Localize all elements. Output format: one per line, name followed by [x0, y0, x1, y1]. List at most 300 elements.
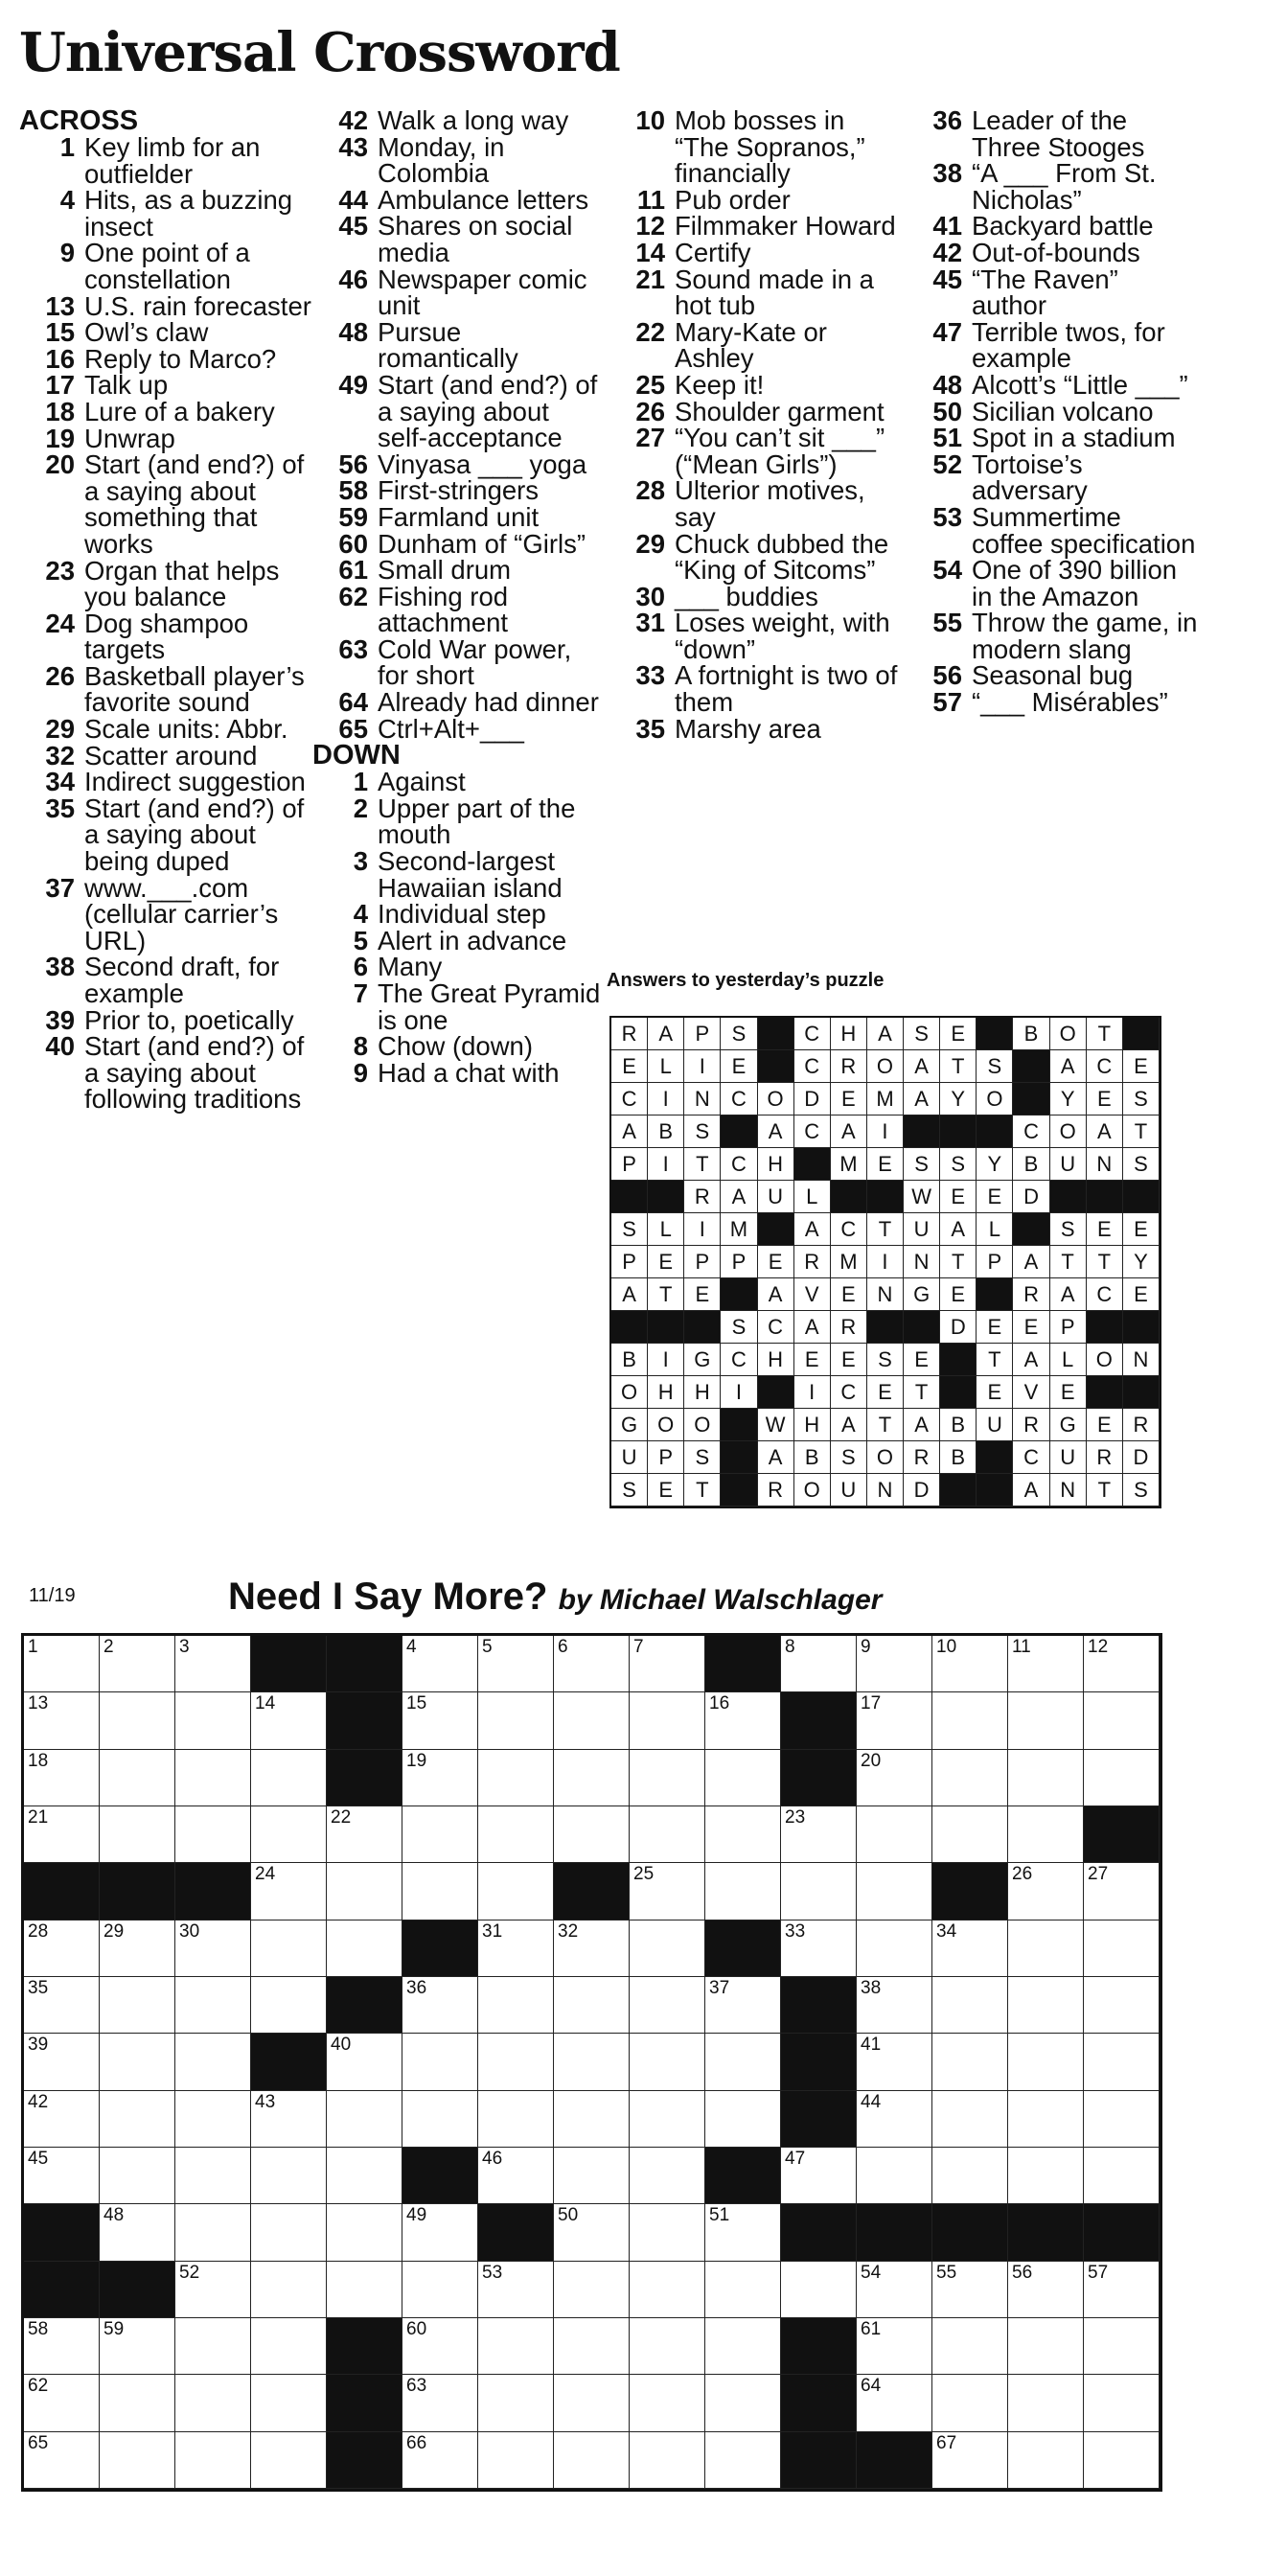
- grid-cell[interactable]: [478, 1920, 554, 1977]
- grid-cell[interactable]: [857, 1863, 932, 1920]
- grid-cell[interactable]: [175, 2091, 251, 2148]
- answer-cell: A: [794, 1213, 831, 1246]
- grid-cell[interactable]: [24, 1750, 100, 1806]
- grid-cell[interactable]: [630, 1920, 705, 1977]
- grid-cell-number: 38: [861, 1977, 882, 1998]
- grid-cell-number: 19: [406, 1750, 427, 1771]
- grid-cell[interactable]: [402, 1806, 478, 1863]
- grid-cell[interactable]: [705, 1692, 781, 1749]
- answer-cell: M: [721, 1213, 757, 1246]
- grid-cell[interactable]: [781, 1920, 857, 1977]
- grid-cell[interactable]: [100, 2034, 175, 2090]
- clue-number: 44: [338, 184, 368, 215]
- grid-cell[interactable]: [554, 2091, 630, 2148]
- clue-column-1: [19, 107, 311, 1113]
- grid-cell[interactable]: [781, 1806, 857, 1863]
- answer-block-cell: [721, 1116, 757, 1148]
- grid-cell[interactable]: [251, 2432, 327, 2489]
- grid-cell[interactable]: [630, 2375, 705, 2431]
- grid-cell-number: 62: [28, 2376, 49, 2397]
- grid-cell[interactable]: [554, 1977, 630, 2034]
- answer-cell: E: [611, 1050, 648, 1083]
- clue-item: [19, 396, 311, 426]
- grid-cell[interactable]: [251, 1806, 327, 1863]
- grid-cell-number: 61: [861, 2318, 882, 2339]
- grid-cell[interactable]: [175, 2432, 251, 2489]
- grid-cell[interactable]: [175, 1920, 251, 1977]
- grid-cell[interactable]: [1008, 1692, 1084, 1749]
- grid-cell[interactable]: [402, 1977, 478, 2034]
- grid-cell[interactable]: [932, 1806, 1008, 1863]
- answer-cell: Y: [1050, 1083, 1087, 1116]
- answer-cell: E: [684, 1278, 721, 1311]
- grid-cell[interactable]: [932, 1977, 1008, 2034]
- grid-cell[interactable]: [175, 2148, 251, 2204]
- grid-cell[interactable]: [857, 2262, 932, 2318]
- answer-cell: C: [1087, 1050, 1123, 1083]
- answer-block-cell: [611, 1181, 648, 1213]
- grid-cell[interactable]: [554, 2375, 630, 2431]
- clue-item: [907, 557, 1199, 610]
- grid-cell[interactable]: [932, 1750, 1008, 1806]
- grid-cell[interactable]: [857, 2034, 932, 2090]
- grid-cell[interactable]: [1084, 2318, 1160, 2375]
- answer-cell: T: [867, 1409, 904, 1441]
- answer-cell: P: [721, 1246, 757, 1278]
- grid-cell[interactable]: [630, 1692, 705, 1749]
- grid-cell[interactable]: [630, 2148, 705, 2204]
- grid-cell-number: 24: [255, 1864, 276, 1885]
- grid-cell[interactable]: [1084, 2375, 1160, 2431]
- grid-cell-number: 16: [709, 1693, 730, 1714]
- grid-cell[interactable]: [175, 1636, 251, 1692]
- answer-cell: E: [1087, 1083, 1123, 1116]
- grid-cell[interactable]: [402, 1636, 478, 1692]
- grid-cell[interactable]: [554, 1920, 630, 1977]
- grid-cell[interactable]: [478, 2034, 554, 2090]
- grid-block-cell: [781, 2375, 857, 2431]
- grid-cell-number: 14: [255, 1693, 276, 1714]
- answer-cell: R: [758, 1474, 794, 1506]
- answer-cell: E: [1013, 1311, 1049, 1344]
- grid-cell[interactable]: [251, 1977, 327, 2034]
- grid-cell[interactable]: [251, 2318, 327, 2375]
- grid-cell[interactable]: [478, 2262, 554, 2318]
- answer-block-cell: [721, 1441, 757, 1474]
- answer-cell: S: [684, 1441, 721, 1474]
- grid-cell[interactable]: [100, 1920, 175, 1977]
- grid-cell-number: 46: [482, 2148, 503, 2169]
- grid-cell[interactable]: [857, 1806, 932, 1863]
- grid-cell[interactable]: [554, 1692, 630, 1749]
- grid-cell[interactable]: [24, 1692, 100, 1749]
- grid-cell[interactable]: [1008, 1636, 1084, 1692]
- clue-item: [907, 107, 1199, 160]
- grid-cell[interactable]: [1008, 2375, 1084, 2431]
- grid-cell[interactable]: [478, 2432, 554, 2489]
- grid-cell[interactable]: [478, 1636, 554, 1692]
- grid-cell[interactable]: [554, 1750, 630, 1806]
- grid-cell[interactable]: [100, 2148, 175, 2204]
- clue-item: [312, 954, 605, 980]
- grid-cell[interactable]: [24, 2318, 100, 2375]
- grid-cell-number: 33: [785, 1920, 806, 1942]
- grid-cell[interactable]: [478, 1806, 554, 1863]
- grid-cell[interactable]: [100, 1750, 175, 1806]
- answer-cell: A: [867, 1018, 904, 1050]
- answer-cell: C: [831, 1376, 867, 1409]
- clue-item: [312, 213, 605, 265]
- grid-cell[interactable]: [100, 2204, 175, 2261]
- clue-number: 45: [932, 264, 962, 294]
- grid-cell[interactable]: [478, 1977, 554, 2034]
- answer-cell: A: [831, 1116, 867, 1148]
- grid-cell[interactable]: [630, 2432, 705, 2489]
- grid-cell[interactable]: [554, 2432, 630, 2489]
- grid-cell[interactable]: [630, 1977, 705, 2034]
- grid-cell[interactable]: [630, 2091, 705, 2148]
- grid-cell[interactable]: [478, 2091, 554, 2148]
- answer-cell: I: [648, 1344, 684, 1376]
- answer-cell: E: [1050, 1376, 1087, 1409]
- grid-cell[interactable]: [175, 2318, 251, 2375]
- grid-cell[interactable]: [630, 2034, 705, 2090]
- grid-cell[interactable]: [402, 1692, 478, 1749]
- grid-cell[interactable]: [402, 2432, 478, 2489]
- grid-cell[interactable]: [100, 1692, 175, 1749]
- grid-cell[interactable]: [554, 2318, 630, 2375]
- answer-block-cell: [1087, 1311, 1123, 1344]
- grid-block-cell: [932, 1863, 1008, 1920]
- grid-cell[interactable]: [781, 1636, 857, 1692]
- grid-cell[interactable]: [1008, 2034, 1084, 2090]
- grid-cell[interactable]: [1008, 1977, 1084, 2034]
- grid-cell[interactable]: [402, 2091, 478, 2148]
- clue-number: 35: [635, 713, 665, 744]
- grid-cell[interactable]: [478, 2318, 554, 2375]
- grid-cell[interactable]: [857, 1636, 932, 1692]
- grid-cell[interactable]: [24, 2148, 100, 2204]
- answer-cell: N: [684, 1083, 721, 1116]
- grid-cell[interactable]: [1008, 1750, 1084, 1806]
- clue-item: [312, 633, 605, 691]
- grid-cell[interactable]: [932, 1636, 1008, 1692]
- grid-cell[interactable]: [630, 1806, 705, 1863]
- grid-cell[interactable]: [1008, 1806, 1084, 1863]
- grid-cell[interactable]: [24, 2375, 100, 2431]
- grid-cell[interactable]: [175, 2204, 251, 2261]
- grid-cell[interactable]: [857, 2091, 932, 2148]
- clue-item: [19, 1004, 311, 1035]
- grid-cell[interactable]: [705, 2318, 781, 2375]
- grid-cell[interactable]: [705, 2432, 781, 2489]
- grid-cell[interactable]: [705, 1863, 781, 1920]
- clue-number: 15: [45, 317, 75, 348]
- answer-block-cell: [1013, 1083, 1049, 1116]
- clue-number: 17: [45, 370, 75, 401]
- grid-cell[interactable]: [1008, 1920, 1084, 1977]
- grid-cell[interactable]: [402, 1750, 478, 1806]
- clue-text: Loses weight, with “down”: [675, 608, 890, 664]
- grid-cell[interactable]: [932, 2148, 1008, 2204]
- grid-cell[interactable]: [705, 2262, 781, 2318]
- grid-cell[interactable]: [24, 2432, 100, 2489]
- grid-cell[interactable]: [932, 2034, 1008, 2090]
- answer-cell: E: [977, 1181, 1013, 1213]
- grid-cell-number: 35: [28, 1977, 49, 1998]
- clue-item: [907, 316, 1199, 374]
- grid-cell-number: 2: [103, 1637, 114, 1657]
- clue-text: “You can’t sit ___” (“Mean Girls”): [675, 423, 885, 479]
- grid-cell[interactable]: [1084, 1636, 1160, 1692]
- grid-cell[interactable]: [402, 2318, 478, 2375]
- grid-cell[interactable]: [630, 1863, 705, 1920]
- grid-cell[interactable]: [478, 2148, 554, 2204]
- grid-cell[interactable]: [251, 1750, 327, 1806]
- grid-cell-number: 65: [28, 2432, 49, 2453]
- grid-cell[interactable]: [1084, 1750, 1160, 1806]
- answer-cell: U: [611, 1441, 648, 1474]
- grid-cell[interactable]: [478, 1750, 554, 1806]
- grid-block-cell: [781, 2034, 857, 2090]
- grid-cell[interactable]: [857, 1692, 932, 1749]
- grid-cell[interactable]: [554, 2148, 630, 2204]
- clue-item: [312, 713, 605, 744]
- clue-item: [312, 131, 605, 189]
- clue-item: [312, 1057, 605, 1088]
- clue-text: Chow (down): [378, 1031, 534, 1062]
- grid-cell[interactable]: [24, 1977, 100, 2034]
- grid-cell[interactable]: [554, 2034, 630, 2090]
- grid-cell[interactable]: [705, 2034, 781, 2090]
- grid-cell[interactable]: [100, 2091, 175, 2148]
- answer-cell: S: [1123, 1474, 1160, 1506]
- grid-cell[interactable]: [327, 1863, 402, 1920]
- grid-cell[interactable]: [402, 2375, 478, 2431]
- answer-cell: L: [977, 1213, 1013, 1246]
- clue-text: Sicilian volcano: [972, 396, 1154, 426]
- grid-cell[interactable]: [857, 2148, 932, 2204]
- clue-column-3: [609, 107, 902, 742]
- grid-cell[interactable]: [1084, 2091, 1160, 2148]
- clue-item: [312, 689, 605, 716]
- grid-cell[interactable]: [705, 1977, 781, 2034]
- grid-cell[interactable]: [402, 2204, 478, 2261]
- grid-cell[interactable]: [327, 2204, 402, 2261]
- clue-text: Dog shampoo targets: [84, 608, 249, 665]
- grid-cell[interactable]: [630, 2318, 705, 2375]
- grid-cell[interactable]: [402, 2034, 478, 2090]
- grid-cell[interactable]: [1084, 1977, 1160, 2034]
- answer-block-cell: [1087, 1376, 1123, 1409]
- grid-cell[interactable]: [781, 2262, 857, 2318]
- grid-cell[interactable]: [478, 1692, 554, 1749]
- grid-cell[interactable]: [327, 2091, 402, 2148]
- grid-cell[interactable]: [24, 2034, 100, 2090]
- grid-cell[interactable]: [1084, 2148, 1160, 2204]
- grid-cell[interactable]: [705, 2375, 781, 2431]
- grid-cell[interactable]: [402, 1863, 478, 1920]
- grid-cell[interactable]: [100, 2318, 175, 2375]
- clue-text: Keep it!: [675, 369, 765, 400]
- grid-cell-number: 44: [861, 2091, 882, 2112]
- grid-cell[interactable]: [705, 2091, 781, 2148]
- grid-cell-number: 58: [28, 2318, 49, 2339]
- grid-cell[interactable]: [1008, 2148, 1084, 2204]
- grid-cell[interactable]: [478, 1863, 554, 1920]
- clue-number: 5: [353, 925, 368, 955]
- grid-cell[interactable]: [327, 1806, 402, 1863]
- clue-number: 8: [353, 1031, 368, 1062]
- clue-text: Second-largest Hawaiian island: [378, 846, 563, 903]
- grid-cell[interactable]: [554, 1806, 630, 1863]
- grid-cell[interactable]: [251, 2091, 327, 2148]
- answer-cell: R: [831, 1050, 867, 1083]
- grid-cell[interactable]: [327, 2034, 402, 2090]
- grid-cell[interactable]: [327, 1920, 402, 1977]
- grid-cell[interactable]: [554, 1636, 630, 1692]
- grid-cell[interactable]: [175, 1806, 251, 1863]
- grid-cell[interactable]: [705, 2204, 781, 2261]
- grid-cell[interactable]: [857, 1920, 932, 1977]
- grid-cell[interactable]: [175, 2375, 251, 2431]
- grid-cell[interactable]: [554, 2204, 630, 2261]
- grid-cell-number: 49: [406, 2205, 427, 2226]
- grid-cell-number: 9: [861, 1637, 871, 1657]
- grid-cell[interactable]: [932, 2091, 1008, 2148]
- clue-number: 65: [338, 713, 368, 744]
- grid-cell[interactable]: [1084, 2432, 1160, 2489]
- clue-column-4: [907, 107, 1199, 716]
- grid-cell[interactable]: [857, 2318, 932, 2375]
- clue-text: Fishing rod attachment: [378, 581, 509, 638]
- grid-cell[interactable]: [932, 2262, 1008, 2318]
- answer-cell: C: [831, 1213, 867, 1246]
- clue-text: Certify: [675, 237, 751, 267]
- grid-cell-number: 11: [1012, 1637, 1031, 1657]
- grid-cell[interactable]: [327, 2262, 402, 2318]
- grid-cell[interactable]: [781, 1863, 857, 1920]
- clue-item: [609, 660, 902, 718]
- clue-text: Summertime coffee specification: [972, 501, 1196, 559]
- answer-cell: S: [831, 1441, 867, 1474]
- grid-cell[interactable]: [630, 2204, 705, 2261]
- grid-cell[interactable]: [932, 2432, 1008, 2489]
- answer-cell: T: [1123, 1116, 1160, 1148]
- clue-text: ___ buddies: [675, 581, 818, 611]
- grid-cell[interactable]: [24, 1806, 100, 1863]
- grid-cell-number: 30: [179, 1920, 200, 1942]
- clue-column-2: [312, 107, 605, 1086]
- clue-item: [907, 662, 1199, 689]
- grid-cell[interactable]: [1008, 2318, 1084, 2375]
- grid-cell[interactable]: [554, 2262, 630, 2318]
- grid-cell[interactable]: [857, 1750, 932, 1806]
- grid-cell[interactable]: [175, 1692, 251, 1749]
- grid-cell[interactable]: [251, 2375, 327, 2431]
- grid-cell[interactable]: [857, 2375, 932, 2431]
- grid-cell[interactable]: [1008, 1863, 1084, 1920]
- clue-item: [19, 240, 311, 292]
- grid-cell[interactable]: [1084, 2262, 1160, 2318]
- grid-cell[interactable]: [1008, 2262, 1084, 2318]
- grid-cell[interactable]: [24, 1920, 100, 1977]
- grid-cell[interactable]: [932, 2375, 1008, 2431]
- grid-cell[interactable]: [175, 2262, 251, 2318]
- grid-cell[interactable]: [402, 2262, 478, 2318]
- grid-cell[interactable]: [932, 1692, 1008, 1749]
- clue-text: Mob bosses in “The Sopranos,” financially: [675, 105, 865, 189]
- clue-number: 61: [338, 555, 368, 586]
- answer-cell: A: [648, 1018, 684, 1050]
- grid-cell[interactable]: [1084, 2034, 1160, 2090]
- grid-cell[interactable]: [1084, 1920, 1160, 1977]
- clue-item: [19, 872, 311, 955]
- grid-cell[interactable]: [630, 1750, 705, 1806]
- answer-cell: I: [794, 1376, 831, 1409]
- grid-block-cell: [327, 2375, 402, 2431]
- grid-cell[interactable]: [705, 1750, 781, 1806]
- grid-cell[interactable]: [100, 1636, 175, 1692]
- grid-cell[interactable]: [327, 2148, 402, 2204]
- grid-cell[interactable]: [100, 2375, 175, 2431]
- grid-cell[interactable]: [478, 2375, 554, 2431]
- answer-cell: I: [721, 1376, 757, 1409]
- grid-cell[interactable]: [100, 1806, 175, 1863]
- grid-cell[interactable]: [251, 2204, 327, 2261]
- answer-block-cell: [940, 1474, 977, 1506]
- grid-cell[interactable]: [251, 1920, 327, 1977]
- grid-cell[interactable]: [630, 2262, 705, 2318]
- grid-cell[interactable]: [857, 1977, 932, 2034]
- clue-text: Key limb for an outfielder: [84, 132, 261, 189]
- answer-cell: B: [648, 1116, 684, 1148]
- clue-item: [19, 134, 311, 187]
- grid-cell[interactable]: [932, 1920, 1008, 1977]
- clue-number: 2: [353, 793, 368, 823]
- grid-cell[interactable]: [1084, 1692, 1160, 1749]
- grid-cell[interactable]: [251, 2148, 327, 2204]
- clue-item: [907, 689, 1199, 716]
- grid-cell[interactable]: [175, 1750, 251, 1806]
- grid-cell-number: 5: [482, 1637, 493, 1657]
- grid-cell[interactable]: [100, 2432, 175, 2489]
- grid-cell[interactable]: [24, 1636, 100, 1692]
- answer-cell: E: [977, 1376, 1013, 1409]
- grid-cell[interactable]: [705, 1806, 781, 1863]
- grid-cell[interactable]: [24, 2091, 100, 2148]
- grid-cell[interactable]: [630, 1636, 705, 1692]
- grid-cell[interactable]: [251, 1863, 327, 1920]
- answer-cell: O: [758, 1083, 794, 1116]
- grid-cell[interactable]: [100, 1977, 175, 2034]
- grid-cell[interactable]: [251, 2262, 327, 2318]
- answer-cell: L: [648, 1050, 684, 1083]
- grid-cell[interactable]: [1008, 2091, 1084, 2148]
- grid-cell[interactable]: [1084, 1863, 1160, 1920]
- clue-item: [312, 980, 605, 1033]
- grid-block-cell: [327, 2318, 402, 2375]
- grid-cell[interactable]: [1008, 2432, 1084, 2489]
- grid-cell[interactable]: [251, 1692, 327, 1749]
- answer-cell: B: [1013, 1018, 1049, 1050]
- grid-cell[interactable]: [781, 2148, 857, 2204]
- answer-block-cell: [1123, 1018, 1160, 1050]
- grid-cell[interactable]: [932, 2318, 1008, 2375]
- grid-cell[interactable]: [175, 2034, 251, 2090]
- grid-cell[interactable]: [175, 1977, 251, 2034]
- grid-block-cell: [327, 1750, 402, 1806]
